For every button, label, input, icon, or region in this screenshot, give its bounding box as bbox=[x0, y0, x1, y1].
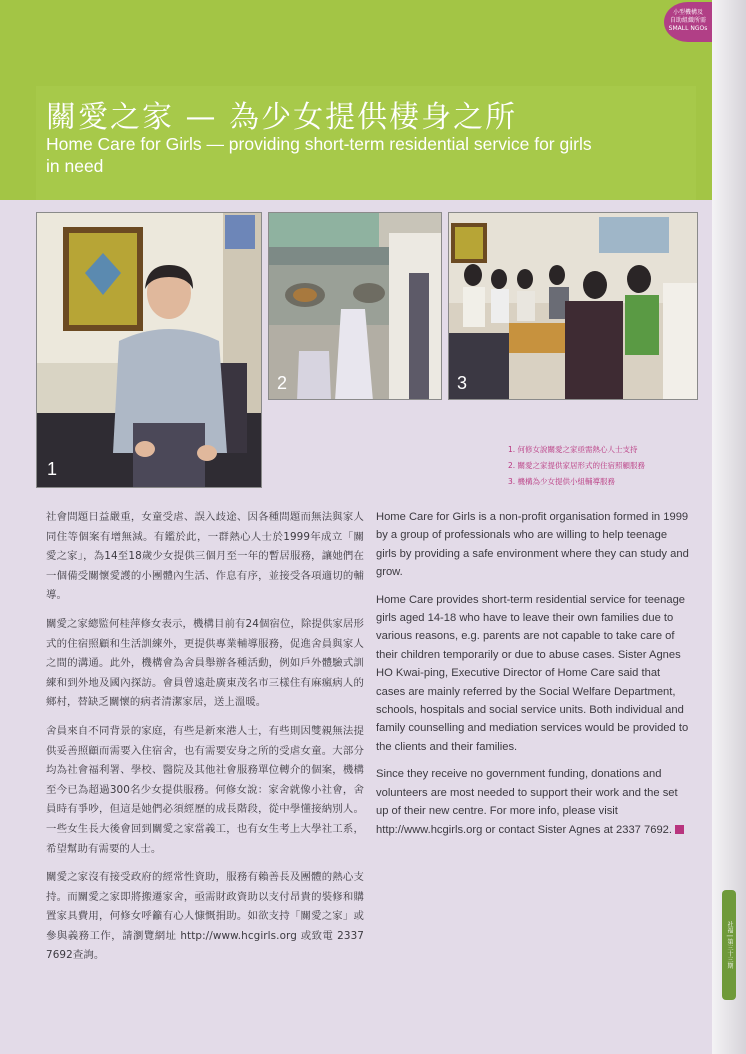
badge-line-2: 自助組織所需 bbox=[669, 17, 706, 24]
zh-paragraph-2: 關愛之家總監何桂萍修女表示，機構目前有24個宿位，除提供家居形式的住宿照顧和生活訓練外，更提供專業輔導服務，促進舍員與家人之間的溝通。此外，機構會為舍員舉辦各種活動，例如戶外體驗式訓練和到外地及國內探訪。會員曾遠赴廣東茂名市三樣住有麻瘋病人的鄉村，替缺乏關懷的病者清潔家居，送上溫暖。 bbox=[46, 617, 364, 709]
page-title-chinese: 關愛之家 — 為少女提供棲身之所 bbox=[46, 100, 518, 135]
en-paragraph-1: Home Care for Girls is a non-profit organisation formed in 1999 by a group of professionals who are willing to help teenage girls by providing a safe environment where they can study and grow. bbox=[376, 511, 689, 579]
section-badge bbox=[664, 2, 712, 42]
photo-bedroom bbox=[268, 212, 442, 400]
photo-group-counselling bbox=[448, 212, 698, 400]
caption-2: 2. 關愛之家提供家居形式的住宿照顧服務 bbox=[508, 461, 646, 470]
photo-number-3: 3 bbox=[457, 373, 468, 393]
zh-paragraph-1: 社會問題日益嚴重，女童受虐、誤入歧途、因各種問題而無法與家人同住等個案有增無減。有鑑於此，一群熱心人士於1999年成立「關愛之家」，為14至18歲少女提供三個月至一年的暫居服務，讓她們在一個備受關懷愛護的小團體內生活、作息有序，並接受各項適切的輔導。 bbox=[46, 511, 364, 602]
badge-line-3: SMALL NGOs bbox=[668, 25, 708, 32]
photo-number-1: 1 bbox=[47, 459, 58, 479]
en-paragraph-2: Home Care provides short-term residential service for teenage girls aged 14-18 who have to leave their own families due to various reasons, e.g. parents are not capable to take care of their children temporarily or due to abuse cases. Sister Agnes HO Kwai-ping, Executive Director of Home Care said that cases are mainly referred by the Social Welfare Department, schools, hospitals and social service units. Both individual and family counselling and mediation services would be provided to the clients and their families. bbox=[376, 593, 689, 753]
badge-line-1: 小型機構及 bbox=[672, 9, 703, 16]
article-body-chinese bbox=[46, 508, 364, 975]
caption-1: 1. 何修女說關愛之家亟需熱心人士支持 bbox=[508, 445, 638, 454]
issue-side-label: 社福 | 第三十三期 bbox=[722, 890, 736, 1000]
zh-paragraph-4: 關愛之家沒有接受政府的經常性資助，服務有賴善長及團體的熱心支持。而關愛之家即將搬遷家舍，亟需財政資助以支付昂貴的裝修和購置家具費用，何修女呼籲有心人慷慨捐助。如欲支持「關愛之家」或參與義務工作，請瀏覽網址 http://www.hcgirls.org 或致電 2337 7692查詢。 bbox=[46, 871, 364, 962]
zh-paragraph-3: 舍員來自不同背景的家庭，有些是新來港人士，有些則因雙親無法提供妥善照顧而需要入住宿舍，也有需要安身之所的受虐女童。大部分均為社會福利署、學校、醫院及其他社會服務單位轉介的個案，機構至今已為超過300名少女提供服務。何修女說：家舍就像小社會，舍員時有爭吵，但這是她們必須經歷的成長階段，從中學懂接納別人。一些女生長大後會回到關愛之家當義工，也有女生考上大學社工系，希望幫助有需要的人士。 bbox=[46, 724, 364, 855]
article-end-mark bbox=[675, 825, 684, 834]
en-paragraph-3 bbox=[376, 765, 690, 839]
caption-3: 3. 機構為少女提供小組輔導服務 bbox=[508, 477, 616, 486]
page-title-english: Home Care for Girls — providing short-term residential service for girls in need bbox=[46, 134, 592, 176]
photo-captions bbox=[508, 442, 708, 490]
photo-number-2: 2 bbox=[277, 373, 288, 393]
photo-sister-agnes bbox=[36, 212, 262, 488]
en-paragraph-3-text: Since they receive no government funding, donations and volunteers are most needed to support their work and the set up of their new centre. For more info, please visit http://www.hcgirls.org or contact Sister Agnes at 2337 7692. bbox=[376, 768, 678, 836]
article-body-english bbox=[376, 508, 690, 848]
